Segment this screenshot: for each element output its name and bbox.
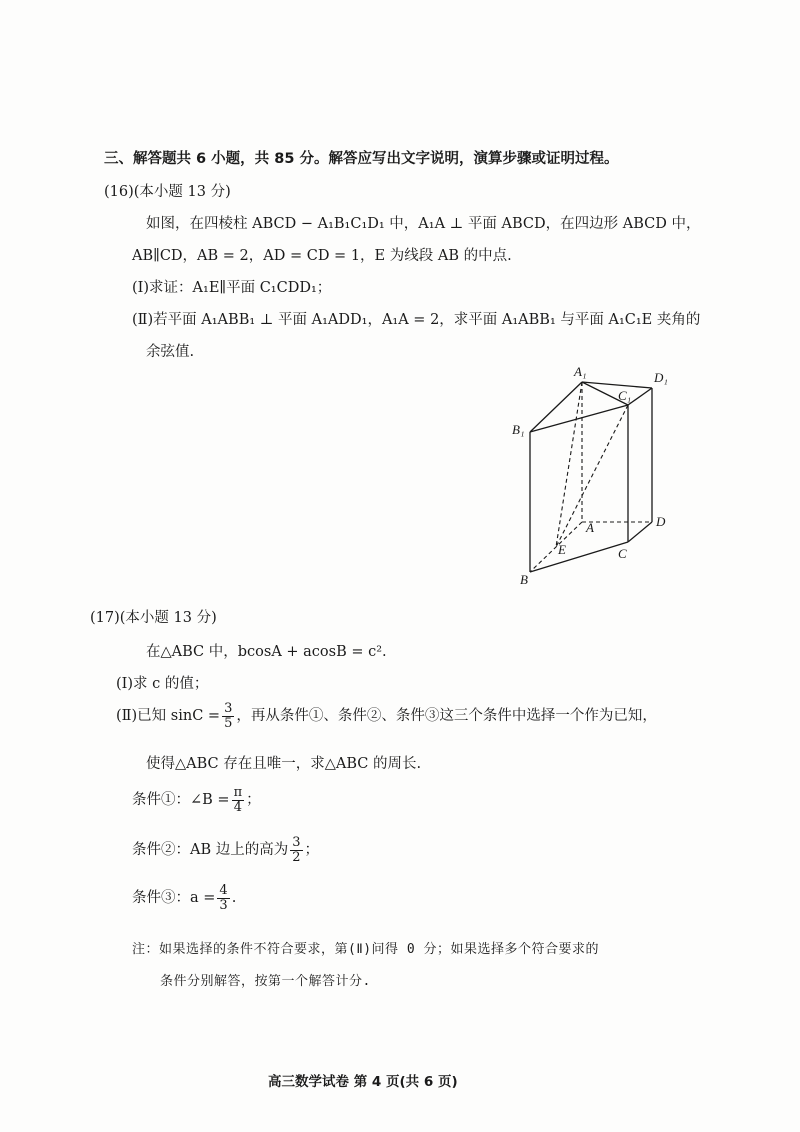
q17-sinc-num: 3 bbox=[224, 701, 233, 716]
q17-note-line1: 注：如果选择的条件不符合要求，第(Ⅱ)问得 0 分；如果选择多个符合要求的 bbox=[132, 942, 600, 957]
label-e: E bbox=[558, 542, 566, 557]
q16-stem-line2: AB∥CD，AB = 2，AD = CD = 1，E 为线段 AB 的中点. bbox=[132, 248, 512, 264]
label-d1: D₁ bbox=[654, 370, 668, 385]
cond2-prefix: 条件②：AB 边上的高为 bbox=[132, 842, 289, 859]
q16-stem-line1: 如图，在四棱柱 ABCD − A₁B₁C₁D₁ 中，A₁A ⊥ 平面 ABCD，在四边形 ABCD 中， bbox=[146, 216, 701, 232]
cond2-fraction bbox=[290, 836, 302, 864]
cond3-num: 4 bbox=[219, 883, 228, 898]
prism-figure bbox=[500, 360, 690, 590]
q17-sinc-den: 5 bbox=[224, 715, 233, 731]
cond2-den: 2 bbox=[292, 849, 301, 865]
cond1-suffix: ； bbox=[246, 792, 261, 809]
label-c1: C₁ bbox=[618, 388, 632, 403]
q16-part2-line1: (Ⅱ)若平面 A₁ABB₁ ⊥ 平面 A₁ADD₁，A₁A = 2，求平面 A₁ABB₁ 与平面 A₁C₁E 夹角的 bbox=[132, 312, 701, 328]
q17-cond3 bbox=[132, 884, 236, 912]
q17-number: (17) bbox=[90, 610, 120, 626]
label-a1: A₁ bbox=[574, 364, 587, 379]
segment-a1-e-hidden bbox=[556, 382, 582, 547]
section-header: 三、解答题共 6 小题，共 85 分。解答应写出文字说明，演算步骤或证明过程。 bbox=[104, 151, 619, 167]
cond1-den: 4 bbox=[233, 799, 242, 815]
q17-heading bbox=[90, 606, 217, 627]
q17-part2-line2: 使得△ABC 存在且唯一，求△ABC 的周长. bbox=[146, 756, 422, 772]
q17-cond2 bbox=[132, 836, 319, 864]
label-c: C bbox=[618, 546, 627, 561]
cond1-num: π bbox=[233, 785, 243, 800]
label-b1: B₁ bbox=[512, 422, 525, 437]
edge-c1-d1 bbox=[628, 388, 652, 405]
edge-c-d bbox=[628, 522, 652, 542]
cond1-prefix: 条件①：∠B = bbox=[132, 792, 230, 809]
q17-sinc-fraction bbox=[222, 702, 234, 730]
page-footer: 高三数学试卷 第 4 页(共 6 页) bbox=[268, 1074, 458, 1090]
cond3-fraction bbox=[217, 884, 229, 912]
q17-points: (本小题 13 分) bbox=[119, 610, 217, 626]
q16-part1: (Ⅰ)求证：A₁E∥平面 C₁CDD₁； bbox=[132, 280, 332, 296]
q16-heading bbox=[104, 180, 231, 201]
q17-part2-line1 bbox=[116, 702, 657, 730]
cond2-suffix: ； bbox=[304, 842, 320, 859]
label-a: A bbox=[586, 520, 594, 535]
cond1-fraction bbox=[232, 786, 245, 814]
q17-part1: (Ⅰ)求 c 的值； bbox=[116, 676, 209, 692]
label-b: B bbox=[520, 572, 528, 587]
cond3-prefix: 条件③：a = bbox=[132, 890, 216, 907]
q16-number: (16) bbox=[104, 184, 134, 200]
q17-note-line2: 条件分别解答，按第一个解答计分. bbox=[160, 974, 371, 989]
q17-cond1 bbox=[132, 786, 261, 814]
label-d: D bbox=[656, 514, 666, 529]
cond3-suffix: . bbox=[231, 890, 237, 907]
q16-points: (本小题 13 分) bbox=[133, 184, 231, 200]
cond3-den: 3 bbox=[219, 897, 228, 913]
q17-part2-prefix: (Ⅱ)已知 sinC = bbox=[116, 708, 221, 725]
q17-part2-suffix: ，再从条件①、条件②、条件③这三个条件中选择一个作为已知， bbox=[236, 708, 657, 725]
cond2-num: 3 bbox=[292, 835, 301, 850]
edge-b-c bbox=[530, 542, 628, 572]
q17-stem: 在△ABC 中，bcosA + acosB = c². bbox=[146, 644, 387, 660]
q16-part2-line2: 余弦值. bbox=[146, 344, 195, 360]
